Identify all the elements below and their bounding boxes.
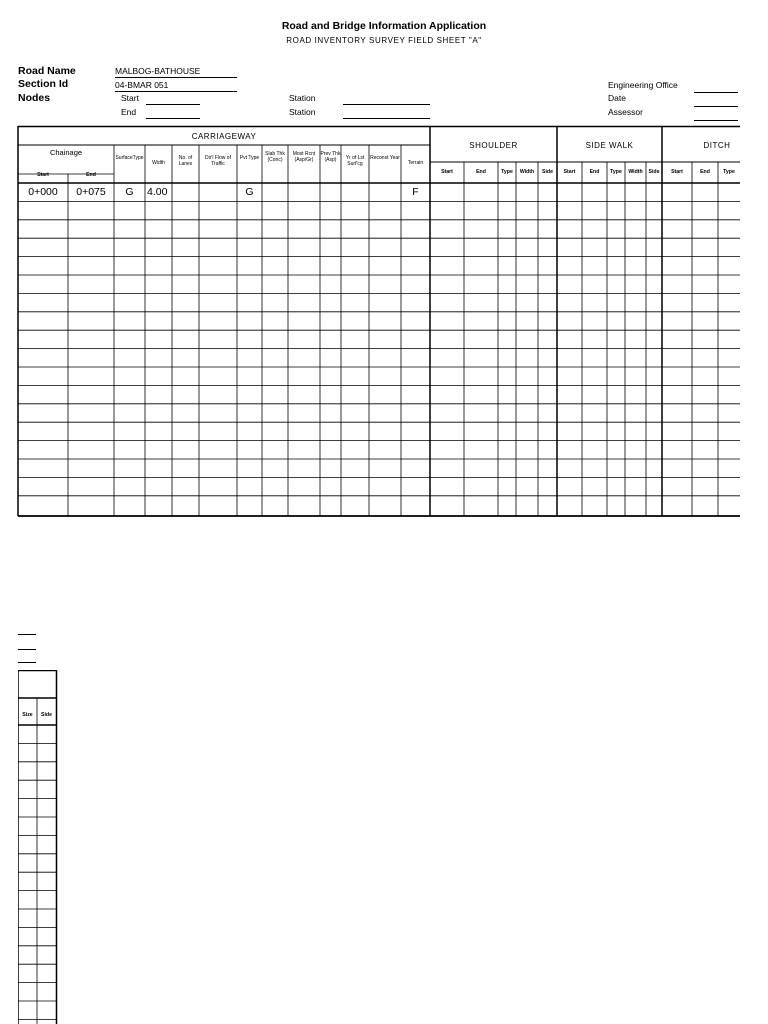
end-label: End — [121, 107, 137, 117]
col-chainage-end: End — [86, 172, 96, 178]
col-no-of-lanes: No. of Lanes — [178, 155, 193, 167]
col-shoulder-type: Type — [501, 169, 513, 175]
col-directional-flow: Dir'l Flow of Traffic — [205, 155, 231, 167]
col-ditch-start: Start — [671, 169, 683, 175]
start-node-field[interactable] — [146, 94, 200, 105]
start-label: Start — [121, 93, 139, 103]
row-1-width[interactable]: 4.00 — [147, 186, 168, 198]
col-shoulder-end: End — [476, 169, 486, 175]
col-slab-thk: Slab Thk (Conc) — [265, 151, 285, 163]
col-shoulder-start: Start — [441, 169, 453, 175]
row-1-surface-type[interactable]: G — [125, 186, 134, 198]
inventory-table-grid — [18, 126, 740, 516]
carriageway-header: CARRIAGEWAY — [191, 132, 257, 141]
continuation-mark-1 — [18, 634, 36, 635]
row-1-terrain[interactable]: F — [412, 186, 419, 198]
col-sidewalk-type: Type — [610, 169, 622, 175]
col-pvt-type: Pvt Type — [239, 155, 260, 161]
inventory-table — [18, 126, 740, 516]
col-width: Width — [152, 160, 165, 166]
chainage-header: Chainage — [49, 148, 83, 157]
col-prev-thk: Prev Thk (Asp) — [320, 151, 341, 163]
station-start-field[interactable] — [343, 94, 430, 105]
end-node-field[interactable] — [146, 108, 200, 119]
ditch-header: DITCH — [703, 141, 731, 150]
continuation-mark-2 — [18, 649, 36, 650]
col-sidewalk-width: Width — [628, 169, 643, 175]
col-shoulder-width: Width — [519, 169, 535, 175]
engineering-office-label: Engineering Office — [608, 80, 678, 90]
engineering-office-field[interactable] — [694, 82, 738, 93]
shoulder-header: SHOULDER — [469, 141, 518, 150]
station-label-start: Station — [289, 93, 316, 103]
continuation-mark-3 — [18, 662, 36, 663]
col-sidewalk-side: Side — [648, 169, 660, 175]
station-label-end: Station — [289, 107, 316, 117]
col-most-rcnt: Most Rcnt (Asp/Gr) — [292, 151, 316, 163]
date-field[interactable] — [694, 96, 738, 107]
row-1-chainage-end[interactable]: 0+075 — [76, 186, 106, 198]
row-1-pvt-type[interactable]: G — [245, 186, 254, 198]
sidewalk-header: SIDE WALK — [585, 141, 634, 150]
col-reconst-year: Reconst Year — [370, 155, 400, 161]
row-1-chainage-start[interactable]: 0+000 — [28, 186, 58, 198]
road-name-value[interactable]: MALBOG-BATHOUSE — [115, 66, 237, 78]
document-title: Road and Bridge Information Application — [281, 20, 487, 32]
col-terrain: Terrain — [407, 160, 424, 166]
col-shoulder-side: Side — [542, 169, 553, 175]
assessor-field[interactable] — [694, 110, 738, 121]
col-sidewalk-end: End — [589, 169, 600, 175]
continuation-table-grid — [18, 670, 58, 1024]
road-name-label: Road Name — [18, 65, 76, 77]
document-subtitle: ROAD INVENTORY SURVEY FIELD SHEET "A" — [286, 36, 482, 45]
station-end-field[interactable] — [343, 108, 430, 119]
col-continuation-side: Side — [41, 712, 52, 718]
col-ditch-end: End — [700, 169, 710, 175]
col-yr-last-surfacing: Yr of Lst Surf'cg — [345, 155, 365, 167]
section-id-label: Section Id — [18, 78, 69, 90]
date-label: Date — [608, 93, 626, 103]
section-id-value[interactable]: 04-BMAR 051 — [115, 80, 237, 92]
nodes-label: Nodes — [18, 92, 51, 104]
col-chainage-start: Start — [37, 172, 49, 178]
col-surface-type: SurfaceType — [115, 155, 144, 161]
continuation-table — [18, 670, 57, 1024]
col-continuation-size: Size — [22, 712, 33, 718]
col-ditch-type: Type — [723, 169, 735, 175]
col-sidewalk-start: Start — [563, 169, 576, 175]
assessor-label: Assessor — [608, 107, 643, 117]
